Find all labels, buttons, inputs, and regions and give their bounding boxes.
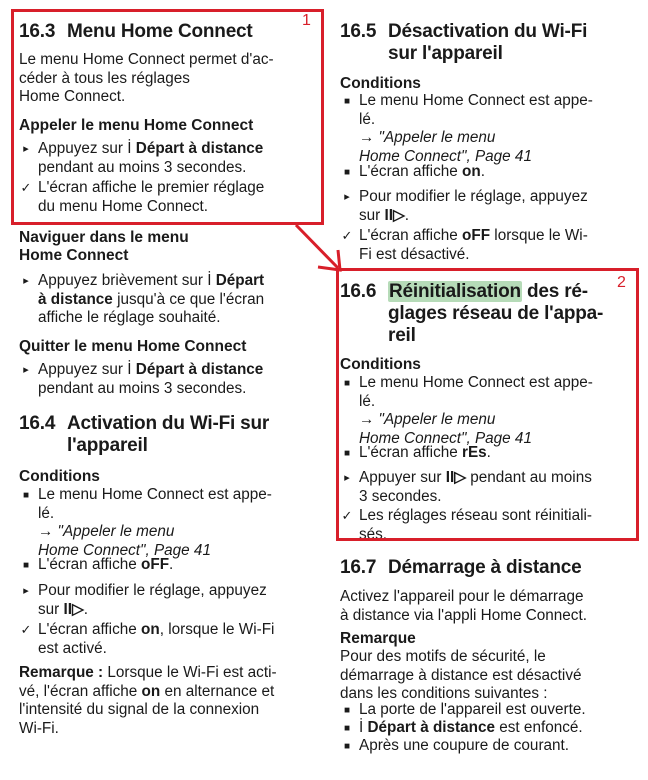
section-number: 16.5	[340, 21, 377, 42]
page-reference-link[interactable]: Home Connect", Page 41	[359, 147, 532, 165]
condition-display	[19, 556, 309, 575]
bullet-text: La porte de l'appareil est ouverte.	[359, 701, 586, 718]
note-text: dans les conditions suivantes :	[340, 685, 548, 702]
step-text: .	[404, 206, 410, 224]
result-text: L'écran affiche le premier réglage	[38, 179, 265, 196]
section-16-7-heading	[340, 557, 630, 579]
note-label: Remarque	[340, 630, 416, 647]
page-reference-link[interactable]: → "Appeler le menu	[359, 411, 496, 428]
page-reference-link[interactable]: → "Appeler le menu	[38, 523, 175, 540]
step-text: .	[83, 600, 89, 618]
section-number: 16.4	[19, 413, 56, 434]
bullet-door-open	[340, 701, 630, 720]
note-text: vé, l'écran affiche	[19, 682, 142, 700]
display-value: rEs	[462, 444, 487, 461]
step-text: pendant au moins 3 secondes.	[38, 158, 247, 176]
step-text: Appuyez sur	[38, 140, 128, 157]
step-arrow-icon: ▸	[23, 585, 29, 597]
start-pause-icon: II▷	[445, 469, 466, 486]
display-value: on	[141, 682, 161, 700]
intro-line: Activez l'appareil pour le démarrage	[340, 588, 584, 605]
button-name: Départ à distance	[131, 140, 264, 157]
step-text: sur	[38, 600, 64, 618]
result-text: lorsque le Wi-	[490, 227, 588, 244]
subheading-open-menu: Appeler le menu Home Connect	[19, 117, 254, 134]
section-title-line2: sur l'appareil	[388, 43, 503, 64]
section-number: 16.6	[340, 281, 377, 302]
note-text: Lorsque le Wi-Fi est acti-	[103, 664, 277, 681]
section-title: Démarrage à distance	[388, 557, 582, 578]
conditions-label: Conditions	[340, 75, 421, 92]
step-arrow-icon: ▸	[344, 191, 350, 203]
check-icon: ✓	[341, 508, 353, 523]
condition-display	[340, 163, 630, 182]
note-text: l'intensité du signal de la connexion	[19, 701, 260, 718]
condition-text: Le menu Home Connect est appe-	[359, 92, 593, 109]
button-name: Départ à distance	[131, 361, 264, 378]
condition-text: lé.	[359, 110, 376, 128]
conditions-label: Conditions	[340, 356, 421, 373]
conditions-label: Conditions	[19, 468, 100, 485]
section-title: Désactivation du Wi-Fi	[388, 21, 588, 42]
result-text: Les réglages réseau sont réinitiali-	[359, 507, 592, 524]
step-text: jusqu'à ce que l'écran	[112, 290, 265, 308]
step-text: pendant au moins	[466, 469, 592, 486]
square-bullet-icon: ■	[343, 705, 351, 716]
step-text: affiche le réglage souhaité.	[38, 309, 221, 326]
step-text: Appuyez brièvement sur	[38, 272, 208, 289]
condition-text: lé.	[359, 392, 376, 410]
remote-start-icon: İ	[127, 361, 132, 378]
button-name: Départ à distance	[363, 719, 496, 736]
annotation-box-2	[336, 268, 639, 541]
annotation-label-1: 1	[302, 12, 311, 29]
condition-text: .	[169, 556, 174, 573]
section-16-5-heading	[340, 21, 630, 65]
highlighted-term: Réinitialisation	[389, 281, 521, 302]
check-icon: ✓	[341, 228, 353, 243]
display-value: oFF	[141, 556, 170, 573]
result-text: L'écran affiche	[359, 227, 462, 244]
bullet-power-cut	[340, 737, 630, 756]
display-value: on	[462, 163, 481, 180]
remote-start-icon: İ	[207, 272, 212, 289]
annotation-box-1	[11, 9, 324, 225]
page-reference-link[interactable]: → "Appeler le menu	[359, 129, 496, 146]
condition-menu-open	[19, 486, 309, 560]
step-text: Pour modifier le réglage, appuyez	[359, 188, 588, 205]
square-bullet-icon: ■	[22, 560, 30, 571]
square-bullet-icon: ■	[343, 96, 351, 107]
section-title-line3: reil	[388, 325, 416, 346]
condition-text: L'écran affiche	[359, 163, 462, 180]
section-title-line2: l'appareil	[67, 435, 148, 456]
button-name: à distance	[38, 290, 113, 308]
condition-text: .	[486, 444, 491, 461]
note-text: démarrage à distance est désactivé	[340, 666, 582, 684]
subheading-line: Home Connect	[19, 247, 129, 264]
step-arrow-icon: ▸	[23, 143, 29, 155]
subheading-navigate	[19, 229, 309, 265]
square-bullet-icon: ■	[343, 167, 351, 178]
note-text: Pour des motifs de sécurité, le	[340, 648, 546, 665]
condition-text: L'écran affiche	[38, 556, 141, 573]
note-text-block	[340, 648, 630, 704]
step-arrow-icon: ▸	[23, 364, 29, 376]
section-16-4-heading	[19, 413, 309, 457]
page-reference-link[interactable]: Home Connect", Page 41	[359, 429, 532, 447]
start-pause-icon: II▷	[63, 600, 84, 618]
page-reference-link[interactable]: Home Connect", Page 41	[38, 541, 211, 559]
intro-line: céder à tous les réglages	[19, 69, 190, 87]
button-name: Départ	[211, 272, 265, 289]
condition-menu-open	[340, 92, 630, 166]
annotation-arrow-icon	[290, 222, 350, 278]
bullet-button-pressed	[340, 719, 630, 738]
note-wifi	[19, 664, 309, 738]
step-toggle-wifi	[19, 582, 309, 619]
check-icon: ✓	[20, 622, 32, 637]
result-text: L'écran affiche	[38, 621, 141, 638]
result-text: est activé.	[38, 639, 107, 657]
section-title: Activation du Wi-Fi sur	[67, 413, 270, 434]
condition-text: Le menu Home Connect est appe-	[38, 486, 272, 503]
section-title: Menu Home Connect	[67, 21, 253, 42]
result-text: Fi est désactivé.	[359, 245, 470, 263]
display-value: oFF	[462, 227, 491, 244]
result-text: sés.	[359, 525, 388, 543]
step-text: Appuyez sur	[38, 361, 128, 378]
step-navigate	[19, 272, 309, 328]
step-text: Pour modifier le réglage, appuyez	[38, 582, 267, 599]
square-bullet-icon: ■	[343, 378, 351, 389]
step-arrow-icon: ▸	[23, 275, 29, 287]
step-arrow-icon: ▸	[344, 472, 350, 484]
step-quit	[19, 361, 309, 398]
section-16-7-intro	[340, 588, 630, 625]
display-value: on	[141, 621, 160, 638]
condition-text: lé.	[38, 504, 55, 522]
note-label: Remarque :	[19, 664, 104, 681]
remote-start-icon: İ	[359, 719, 364, 736]
note-text: en alternance et	[160, 682, 275, 700]
condition-text: L'écran affiche	[359, 444, 462, 461]
result-text: du menu Home Connect.	[38, 197, 209, 215]
intro-line: Home Connect.	[19, 88, 126, 105]
subheading-line: Naviguer dans le menu	[19, 229, 189, 246]
remote-start-icon: İ	[127, 140, 132, 157]
note-text: Wi-Fi.	[19, 719, 59, 737]
subheading-quit: Quitter le menu Home Connect	[19, 338, 247, 355]
bullet-text: est enfoncé.	[495, 719, 583, 736]
intro-line: Le menu Home Connect permet d'ac-	[19, 51, 274, 68]
result-text: , lorsque le Wi-Fi	[159, 621, 275, 638]
square-bullet-icon: ■	[343, 741, 351, 752]
step-text: Appuyer sur	[359, 469, 446, 486]
section-number: 16.3	[19, 21, 56, 42]
section-title: des ré-	[521, 281, 588, 302]
annotation-label-2: 2	[617, 274, 626, 291]
square-bullet-icon: ■	[343, 448, 351, 459]
result-wifi-off	[340, 227, 630, 264]
section-number: 16.7	[340, 557, 377, 578]
section-title-line2: glages réseau de l'appa-	[388, 303, 604, 324]
intro-line: à distance via l'appli Home Connect.	[340, 606, 587, 624]
step-text: pendant au moins 3 secondes.	[38, 379, 247, 397]
check-icon: ✓	[20, 180, 32, 195]
condition-text: Le menu Home Connect est appe-	[359, 374, 593, 391]
square-bullet-icon: ■	[343, 723, 351, 734]
step-toggle-wifi	[340, 188, 630, 225]
square-bullet-icon: ■	[22, 490, 30, 501]
step-text: 3 secondes.	[359, 487, 442, 505]
step-text: sur	[359, 206, 385, 224]
result-wifi-on	[19, 621, 309, 658]
bullet-text: Après une coupure de courant.	[359, 737, 570, 754]
condition-text: .	[480, 163, 485, 180]
start-pause-icon: II▷	[384, 206, 405, 224]
